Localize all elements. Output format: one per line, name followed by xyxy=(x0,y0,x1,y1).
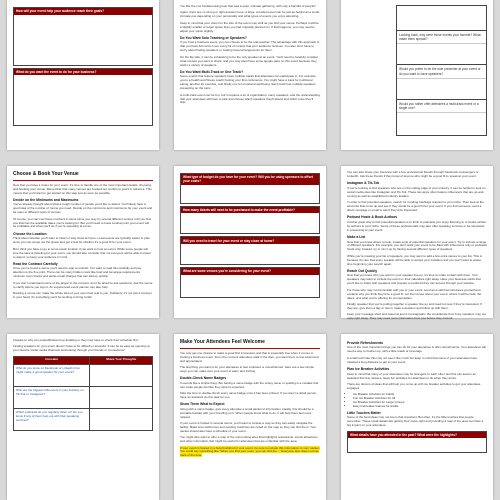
paragraph: While you're creating your list of speakers, you may want to add a few extra names to your list. This is because it's rare that every speaker will be able to accept your invitation and you won't want to waste time beginning your search again. xyxy=(347,253,482,266)
answer-area[interactable] xyxy=(14,75,152,125)
page-title: Choose & Book Your Venue xyxy=(13,171,153,181)
answer-box[interactable] xyxy=(180,267,320,298)
paragraph: Think about whether you'll want to travel or stay close at home. Local events are typically easier to plan since you can scope out the space and get a feel for whether it's a good fit for your event. xyxy=(13,236,150,245)
worksheet-page-1 xyxy=(7,0,159,150)
section-heading: Instagram & Tik-Tok xyxy=(347,181,380,186)
answer-box[interactable] xyxy=(396,5,487,136)
answer-area[interactable] xyxy=(397,6,486,30)
paragraph: Finding speakers for your event doesn't have to be difficult or stressful. It can be as easy as opening up your favorite social media channels and looking through your friends or connections! xyxy=(13,344,150,353)
paragraph: Of course, you can't set these numbers in stone since you may try several different venues until you find one that has the available dates you're looking for. But you'll need to know at what point your event will be profitable and what you'll do if you're operating at a loss. xyxy=(13,216,151,229)
question-label: Would you prefer to be the sole presenter at your event or do you want to have speakers? xyxy=(397,64,486,77)
text-page-2 xyxy=(174,0,326,150)
question-label: How many tickets will need to be purchased to make the event profitable? xyxy=(181,207,319,214)
text-page-9 xyxy=(341,334,493,500)
answer-box[interactable] xyxy=(180,206,320,235)
answer-area[interactable] xyxy=(397,43,486,64)
answer-area[interactable] xyxy=(181,213,319,233)
paragraph: Another great way to find potential speakers is to think of podcasts you enjoy listening to or books written by authors in your niche. Some of these professionals may also offer speaking services or be interested in presenting at your event. xyxy=(347,219,487,232)
paragraph: Finally, speaker that you're putting together a speaker line up and need to know if they're interested. If they are, give them a day or two to make a decision and follow up with them. xyxy=(347,301,482,310)
question-label: Would you rather offer attendees a multi-track event or a single one? xyxy=(397,99,486,112)
paragraph: If you host a business event, you can choose to be the solo teacher. The advantage with this approach is that you have full control over every bit of content that your audience receives. You also don't have to worry about finding speakers or making travel arrangements for them. xyxy=(180,40,320,53)
section-heading: Provide Refreshments xyxy=(347,341,383,345)
paragraph: Some events that feature speakers have multiple tracks that attendees can participate in. For example, you're a health and fitness coach hosting your first conference. You might have a track for nutritional eating, another for exercise, and finally one for emotional well-being. Each track has multiple speakers presenting on the topic. xyxy=(180,74,317,91)
activity-list xyxy=(353,393,487,409)
paragraph: If your event is hosted in several rooms, you'll want to include a map so they can easily navigate the facility. Make sure bathrooms and vending machines are noted on the map so they can find them. Your packet should also have a schedule of your event. xyxy=(180,420,317,433)
page-title: Make Your Attendees Feel Welcome xyxy=(180,339,320,349)
paragraph: Once you've found a venue you'll need to sign a contract. You want to read this carefully and pay attention to the fine print. There can be many hidden costs like food and beverage requirements, minimum room blocks and audio-visual charges that can add up quickly. xyxy=(13,266,142,279)
section-heading: Decide on the Minimums and Maximums xyxy=(13,197,79,202)
section-heading: Read the Contract Carefully xyxy=(13,261,58,266)
answer-box[interactable] xyxy=(180,236,320,265)
answer-box[interactable] xyxy=(180,173,320,204)
paragraph: On the flip side, it can be exhausting to be the only speaker at an event. You'll need to carefully consider what content you want to share, and you may want have some people pass on this event because they prefer a variety of speakers. xyxy=(180,54,318,67)
paragraph: It sounds like a simple thing. But having a name badge with the wrong name or spelling is a mistake that can make people feel like they weren't expected. xyxy=(180,380,319,389)
paragraph: In order to find potential speakers, search for trending hashtags relevant to your niche. Then look at the accounts that come up and see if they would be a good fit for your event. If you find someone, send a direct message or email to ask if they'd be interested. xyxy=(347,200,484,212)
question-label: What type of budget do you have for your event? Will you be using sponsors to offset your costs? xyxy=(181,174,319,185)
paragraph: The last thing you want is for your attendees to feel confused or overwhelmed. Here are a few simple ways you can make sure your event is warm and inviting. xyxy=(180,364,314,373)
answer-box[interactable] xyxy=(13,7,153,66)
paragraph: Now that you have a vision for your event, it's time to handle one of the most important details: choosing and booking your venue. Remember that many venues are booked out months to years in advance. This means that you'll want to get started on this step just as soon as possible. xyxy=(13,182,152,195)
text-page-4 xyxy=(7,166,159,318)
paragraph xyxy=(180,447,320,459)
paragraph: But I think you have to go to some exotic location if you want to host an event. While some people will love the idea of traveling for your event, you should also consider that not everyone will be able to travel to attend, so keep your audience in mind. xyxy=(13,246,151,259)
paragraph: Along with a name badge, give every attendee a small packet of information. Ideally, this should be a printable booklet with your branding on it. When people know what to do, it will help them feel more relaxed. xyxy=(180,406,314,419)
list-item: • Ice Breaker Activities for Adults xyxy=(353,393,487,397)
answer-area[interactable] xyxy=(14,15,152,65)
paragraph: For those who may not be familiar with you or your event, send an email that introduces yourself and explains why you think they'd be a good fit. Let them know about your event, where it will be held, the dates, and what you're offering for compensation. xyxy=(347,287,482,300)
reflection-table xyxy=(13,356,153,431)
question-label: What details have you attended in the past? What were the highlights? xyxy=(348,432,486,439)
paragraph: Now that you know who you want in your speaker line-up, it's time to make contact with them. Your speakers may want to include the event on their calendars right away. Have your business cards that you'd like to share with speakers and prepare a media kit they can access through your website. xyxy=(347,273,481,286)
paragraph: Again, there are no wrong or right answers here. A large, crowded event can be just as helpful as a small, intimate one depending on your personality and what types of events you enjoy attending. xyxy=(180,10,320,19)
table-row xyxy=(14,364,153,386)
paragraph: You only get one chance to make a good first impression and that is especially true when it comes to hosting a business event. From the moment attendees walk in the door, you want them to feel welcomed and appreciated. xyxy=(180,350,319,363)
answer-cell[interactable] xyxy=(90,364,153,386)
answer-cell[interactable] xyxy=(90,408,153,430)
answer-area[interactable] xyxy=(397,78,486,99)
worksheet-page-5 xyxy=(174,166,326,318)
question-label: Looking back, why were those events your favorite? What made them special? xyxy=(397,30,486,43)
answer-area[interactable] xyxy=(181,185,319,203)
answer-cell[interactable] xyxy=(90,386,153,408)
paragraph: If you're looking to find speakers who are on the cutting edge of your industry, it can be helpful to look on social media sites like Instagram and Tik-Tok. These two apps often feature influencers that are up-and-coming as well as established industry leaders. xyxy=(347,185,486,198)
highlighted-text: If your event is hosted in a hotel building for your event, be sure to include this information in your packet. You could say something like "When you find your room, you can find the..." Everyone also does not lose track of the time. xyxy=(180,445,320,458)
paragraph: You like the one fundamental group that was a quiet, intimate gathering, with only a handful of people? xyxy=(180,4,316,8)
list-item: • Fun Ice Breaker Activities for All xyxy=(353,397,487,401)
answer-box[interactable] xyxy=(13,68,153,127)
section-heading: Little Touches Matter xyxy=(347,410,381,415)
question-label: What do you want the event to do for your business? xyxy=(14,69,152,76)
paragraph: You can also share your interview with a few professional friends through Facebook messengers or LinkedIn. Ask these friends if they know of anyone who might be a good fit to speak at your event. xyxy=(347,170,479,178)
section-heading: Plan Ice Breaker Activities xyxy=(347,367,390,372)
column-header: Share Your Thoughts xyxy=(90,356,153,364)
paragraph: One of the most important things you can do for your attendees is offer refreshments. Your attendees will need a way to freshen up, with a little snack or beverage. xyxy=(347,345,486,354)
answer-area[interactable] xyxy=(397,112,486,135)
paragraph: You've already thought about what a rough number of people you'd like to attend. You'll likely have a good idea of the number of rooms you need. Decide on the minimums and maximums for your event and be open to different types of venues. xyxy=(13,202,153,215)
section-heading: Do You Want Solo Teaching or Speakers? xyxy=(180,35,247,40)
column-header: Consider xyxy=(14,356,90,364)
section-heading: Show Them What to Expect xyxy=(180,402,225,407)
section-heading: Do You Want Multi-Track or One Track? xyxy=(180,69,244,74)
paragraph: Keep your message short and sweet at just 2-3 paragraphs. Be considerate from busy speakers may not reply right away. They may need more information from you before they commit. xyxy=(347,312,486,321)
paragraph: Keep in mind that many of your attendees may be strangers to each other and this can lead to an awkward first few minutes. Have fun activities for attendees to do when they arrive. xyxy=(347,371,476,380)
section-heading: Podcast Hosts & Book Authors xyxy=(347,215,398,220)
section-heading: Make a List xyxy=(347,235,366,240)
paragraph: Booking a venue can make the whole idea of your event feel real to you. Suddenly, it's not just a concept in your head, it's something you'll be working to bring to life! xyxy=(13,290,152,299)
text-page-6 xyxy=(341,166,493,321)
answer-area[interactable] xyxy=(348,438,486,452)
paragraph: Some of the best ideas may not seem that important. But often, it's the little touches that people remember. These small details like getting their name right and providing a map of the area can have a big impact on your attendees. xyxy=(347,415,484,428)
worksheet-page-7 xyxy=(7,334,159,500)
paragraph: If you don't understand some of the jargon in the contract, don't be afraid to ask questions. Ask the venue to clarify before you sign it. An experienced event planner can also help. xyxy=(13,280,153,289)
question-cell: Who do you know on Facebook or LinkedIn that might make a good speaker for your event? xyxy=(14,364,90,386)
table-row xyxy=(14,386,153,408)
answer-box[interactable] xyxy=(347,431,487,454)
section-heading: Reach Out Quickly xyxy=(347,269,378,273)
paragraph: Take the time to double-check every name badge once it has been printed. If you aren't a detail person, have an assistant do this task for you. xyxy=(180,390,317,399)
list-item: • Ice Breaker Activities for Large Groups xyxy=(353,401,487,405)
paragraph: You might also want to offer a map of the surrounding area that highlights restaurants, tourist attractions, and other information that might be useful for attendees that are unfamiliar with the area. xyxy=(180,435,319,444)
paragraph: There are dozens of ideas that will help you come up with ice breaker activities to get your attendees engaged. xyxy=(347,381,481,390)
paragraph: Now that you know where to look, create a list of potential speakers for your event. Try to include a range of different speakers. For example, you don't want your event to be filled with influencers only or podcasts hosts only. Instead, try to mix it up by having several different types of speakers. xyxy=(347,239,487,252)
worksheet-page-3 xyxy=(341,0,493,150)
answer-area[interactable] xyxy=(181,275,319,297)
question-label: Will you need to travel for your event or stay close at home? xyxy=(181,237,319,244)
paragraph: Keep in mind that your vision for the size of the event may shift as you find your venue. Perhaps it will be a slightly smaller or larger space than you had originally planned on. If that happens, you may need to adjust your vision slightly. xyxy=(180,20,319,33)
paragraph: A small touch like this may not seem like much but keep in mind that some of your attendees have traveled a long distance to get to your event. xyxy=(347,355,478,364)
section-heading: Double-Check Name Badges xyxy=(180,376,227,381)
paragraph: Instead on why you posted/followed up detailing or they may have to check their schedule first. xyxy=(13,338,139,342)
list-item: • Easy Icebreaker Games for Adults xyxy=(353,405,487,409)
table-row xyxy=(14,408,153,430)
question-label: What are some venues you're considering for your event? xyxy=(181,268,319,275)
question-label: How will your event help your audience reach their goals? xyxy=(14,8,152,15)
text-page-8 xyxy=(174,334,326,500)
answer-area[interactable] xyxy=(181,244,319,264)
section-heading: Choose the Location xyxy=(13,231,47,236)
paragraph: A multi-track event can be fun, but it requires a lot of organization, many speakers, and the understanding that your attendees will have to pick and choose which speakers they'll attend and which ones they'll skip. xyxy=(180,92,320,105)
question-cell: Which podcasts do you regularly listen to? Do you know if any of them help out with their speaking services? xyxy=(14,408,90,430)
question-cell: Who are the biggest influencers in your industry on Tik-Tok or Instagram? xyxy=(14,386,90,408)
